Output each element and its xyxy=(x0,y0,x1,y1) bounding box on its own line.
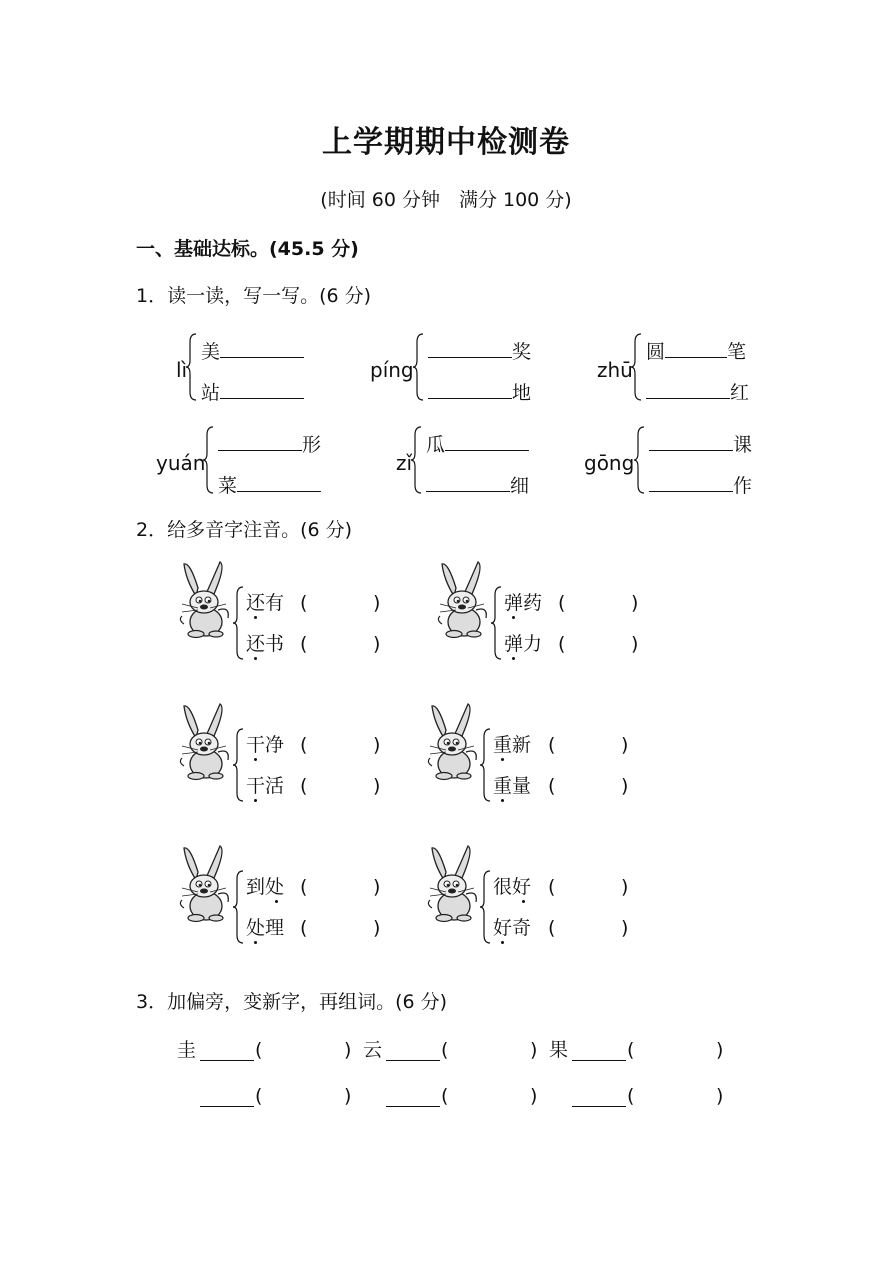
polyphonic-word: 重量 xyxy=(493,775,532,797)
polyphonic-word: 干净 xyxy=(246,734,285,756)
pinyin-label: píng xyxy=(370,358,414,382)
answer-paren-open[interactable]: ( xyxy=(548,775,556,797)
answer-blank[interactable] xyxy=(428,379,512,399)
brace-icon xyxy=(480,727,492,803)
brace-icon xyxy=(480,869,492,945)
word-blank-item xyxy=(218,431,321,455)
answer-paren-close[interactable]: ) xyxy=(621,734,629,756)
rabbit-icon xyxy=(176,844,236,924)
answer-paren-open[interactable]: ( xyxy=(441,1085,449,1107)
word-blank-item xyxy=(201,338,304,362)
given-char: 形 xyxy=(302,434,322,456)
answer-paren-open[interactable]: ( xyxy=(300,775,308,797)
answer-paren-close[interactable]: ) xyxy=(373,633,381,655)
answer-blank[interactable] xyxy=(445,431,529,451)
answer-paren-close[interactable]: ) xyxy=(530,1085,538,1107)
emphasis-dot xyxy=(512,657,515,660)
brace-icon xyxy=(631,332,643,402)
answer-paren-close[interactable]: ) xyxy=(344,1085,352,1107)
polyphonic-word: 很好 xyxy=(493,876,532,898)
answer-blank[interactable] xyxy=(572,1087,626,1107)
question-2-prompt: 2．给多音字注音。(6 分) xyxy=(136,519,353,541)
pinyin-label: zǐ xyxy=(396,451,413,475)
answer-blank[interactable] xyxy=(572,1041,626,1061)
polyphonic-word: 重新 xyxy=(493,734,532,756)
emphasis-dot xyxy=(501,758,504,761)
given-char: 课 xyxy=(733,434,753,456)
answer-paren-open[interactable]: ( xyxy=(548,876,556,898)
word-blank-item xyxy=(426,431,529,455)
answer-paren-open[interactable]: ( xyxy=(255,1085,263,1107)
answer-blank[interactable] xyxy=(218,431,302,451)
answer-paren-open[interactable]: ( xyxy=(300,734,308,756)
emphasis-dot xyxy=(254,616,257,619)
word-blank-item xyxy=(649,472,752,496)
answer-paren-close[interactable]: ) xyxy=(621,775,629,797)
emphasis-dot xyxy=(254,941,257,944)
answer-blank[interactable] xyxy=(386,1041,440,1061)
answer-paren-open[interactable]: ( xyxy=(300,917,308,939)
polyphonic-word: 处理 xyxy=(246,917,285,939)
word-blank-item xyxy=(428,379,531,403)
answer-blank[interactable] xyxy=(220,338,304,358)
answer-paren-close[interactable]: ) xyxy=(530,1039,538,1061)
emphasis-dot xyxy=(512,616,515,619)
rabbit-icon xyxy=(176,560,236,640)
given-char: 红 xyxy=(730,382,750,404)
brace-icon xyxy=(634,425,646,495)
answer-blank[interactable] xyxy=(646,379,730,399)
answer-paren-open[interactable]: ( xyxy=(558,592,566,614)
emphasis-dot xyxy=(254,799,257,802)
brace-icon xyxy=(411,425,423,495)
page-title: 上学期期中检测卷 xyxy=(322,125,570,160)
answer-paren-open[interactable]: ( xyxy=(627,1085,635,1107)
polyphonic-word: 好奇 xyxy=(493,917,532,939)
answer-paren-close[interactable]: ) xyxy=(621,876,629,898)
given-char: 笔 xyxy=(727,341,747,363)
emphasis-dot xyxy=(501,799,504,802)
answer-paren-close[interactable]: ) xyxy=(373,917,381,939)
polyphonic-word: 弹力 xyxy=(504,633,543,655)
polyphonic-word: 还有 xyxy=(246,592,285,614)
answer-blank[interactable] xyxy=(200,1087,254,1107)
word-blank-item xyxy=(646,379,749,403)
rabbit-icon xyxy=(424,844,484,924)
answer-blank[interactable] xyxy=(426,472,510,492)
base-char: 果 xyxy=(549,1039,569,1061)
base-char: 圭 xyxy=(177,1039,197,1061)
word-blank-item xyxy=(428,338,531,362)
pinyin-label: yuán xyxy=(156,451,206,475)
answer-blank[interactable] xyxy=(220,379,304,399)
polyphonic-word: 还书 xyxy=(246,633,285,655)
brace-icon xyxy=(186,332,198,402)
brace-icon xyxy=(413,332,425,402)
word-blank-item xyxy=(649,431,752,455)
answer-paren-open[interactable]: ( xyxy=(300,876,308,898)
answer-blank[interactable] xyxy=(428,338,512,358)
polyphonic-word: 弹药 xyxy=(504,592,543,614)
emphasis-dot xyxy=(275,900,278,903)
given-char: 美 xyxy=(201,341,221,363)
rabbit-icon xyxy=(176,702,236,782)
given-char: 地 xyxy=(512,382,532,404)
brace-icon xyxy=(233,727,245,803)
answer-paren-open[interactable]: ( xyxy=(548,917,556,939)
answer-paren-open[interactable]: ( xyxy=(300,592,308,614)
word-blank-item xyxy=(646,338,746,362)
exam-info: (时间 60 分钟 满分 100 分) xyxy=(320,189,572,211)
brace-icon xyxy=(491,585,503,661)
brace-icon xyxy=(233,585,245,661)
rabbit-icon xyxy=(424,702,484,782)
emphasis-dot xyxy=(501,941,504,944)
given-char: 瓜 xyxy=(426,434,446,456)
section-heading: 一、基础达标。(45.5 分) xyxy=(136,238,359,260)
polyphonic-word: 到处 xyxy=(246,876,285,898)
answer-paren-open[interactable]: ( xyxy=(300,633,308,655)
answer-paren-open[interactable]: ( xyxy=(627,1039,635,1061)
emphasis-dot xyxy=(254,758,257,761)
answer-paren-open[interactable]: ( xyxy=(548,734,556,756)
answer-paren-close[interactable]: ) xyxy=(716,1085,724,1107)
pinyin-label: lì xyxy=(176,358,188,382)
answer-blank[interactable] xyxy=(200,1041,254,1061)
answer-paren-open[interactable]: ( xyxy=(255,1039,263,1061)
emphasis-dot xyxy=(522,900,525,903)
answer-paren-close[interactable]: ) xyxy=(373,592,381,614)
answer-paren-close[interactable]: ) xyxy=(373,734,381,756)
question-1-prompt: 1．读一读，写一写。(6 分) xyxy=(136,285,372,307)
answer-blank[interactable] xyxy=(386,1087,440,1107)
word-blank-item xyxy=(201,379,304,403)
answer-blank[interactable] xyxy=(649,472,733,492)
answer-paren-close[interactable]: ) xyxy=(716,1039,724,1061)
given-char: 细 xyxy=(510,475,530,497)
given-char: 站 xyxy=(201,382,221,404)
rabbit-icon xyxy=(434,560,494,640)
word-blank-item xyxy=(218,472,321,496)
answer-paren-open[interactable]: ( xyxy=(558,633,566,655)
answer-paren-close[interactable]: ) xyxy=(631,633,639,655)
answer-paren-close[interactable]: ) xyxy=(344,1039,352,1061)
question-3-prompt: 3．加偏旁，变新字，再组词。(6 分) xyxy=(136,991,448,1013)
given-char: 奖 xyxy=(512,341,532,363)
pinyin-label: gōng xyxy=(584,451,635,475)
given-char: 圆 xyxy=(646,341,666,363)
answer-paren-open[interactable]: ( xyxy=(441,1039,449,1061)
brace-icon xyxy=(203,425,215,495)
answer-paren-close[interactable]: ) xyxy=(631,592,639,614)
word-blank-item xyxy=(426,472,529,496)
base-char: 云 xyxy=(363,1039,383,1061)
given-char: 作 xyxy=(733,475,753,497)
brace-icon xyxy=(233,869,245,945)
polyphonic-word: 干活 xyxy=(246,775,285,797)
given-char: 菜 xyxy=(218,475,238,497)
answer-paren-close[interactable]: ) xyxy=(621,917,629,939)
answer-blank[interactable] xyxy=(237,472,321,492)
pinyin-label: zhū xyxy=(597,358,633,382)
answer-blank[interactable] xyxy=(649,431,733,451)
answer-paren-close[interactable]: ) xyxy=(373,775,381,797)
emphasis-dot xyxy=(254,657,257,660)
answer-paren-close[interactable]: ) xyxy=(373,876,381,898)
answer-blank[interactable] xyxy=(665,338,727,358)
